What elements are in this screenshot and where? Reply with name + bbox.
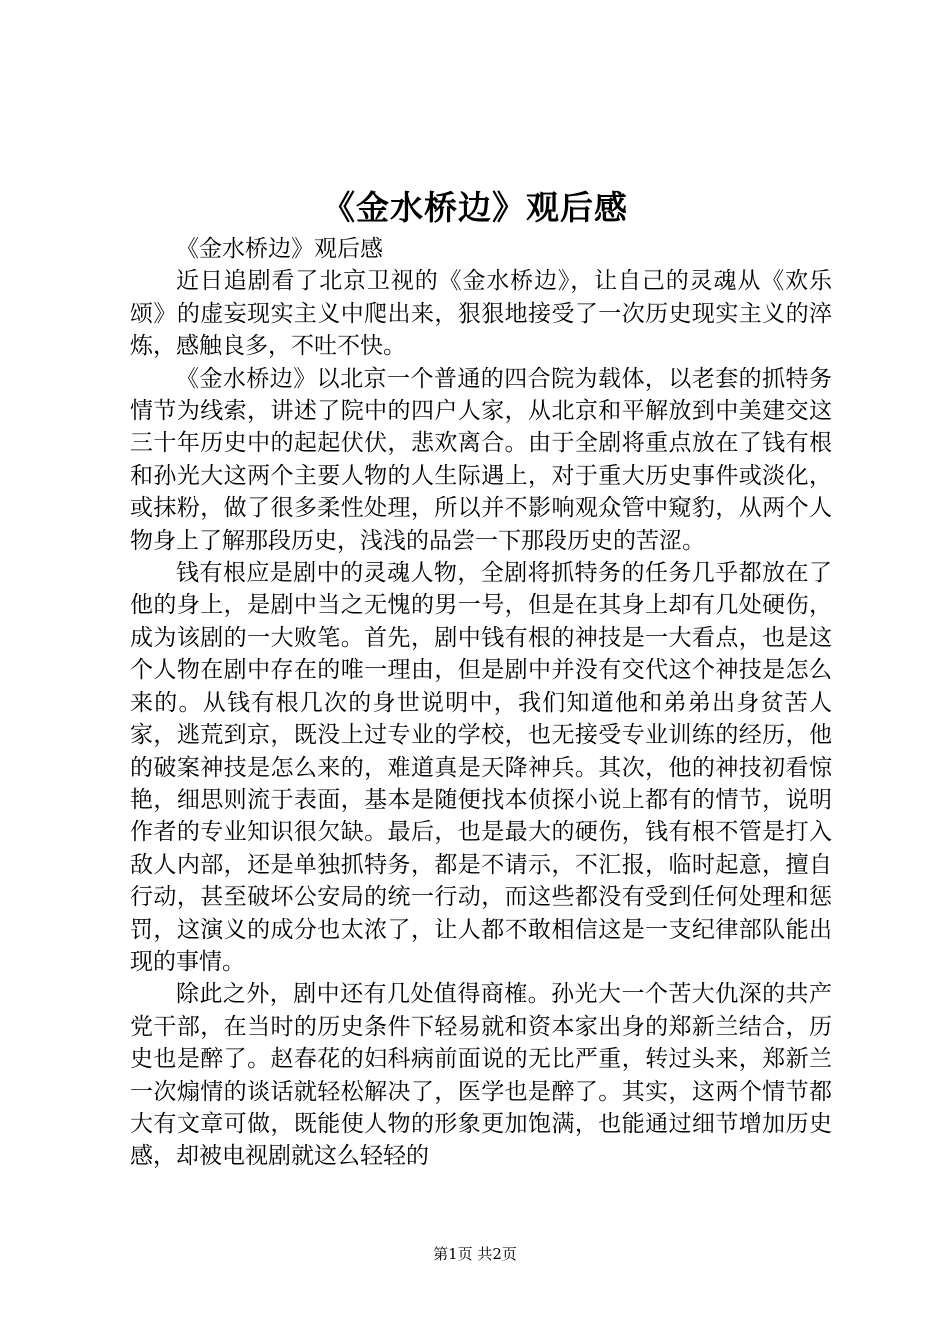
document-title: 《金水桥边》观后感: [322, 188, 628, 227]
paragraph-3: 钱有根应是剧中的灵魂人物，全剧将抓特务的任务几乎都放在了他的身上，是剧中当之无愧的男一号，但是在其身上却有几处硬伤，成为该剧的一大败笔。首先，剧中钱有根的神技是一大看点，也是这个人物在剧中存在的唯一理由，但是剧中并没有交代这个神技是怎么来的。从钱有根几次的身世说明中，我们知道他和弟弟出身贫苦人家，逃荒到京，既没上过专业的学校，也无接受专业训练的经历，他的破案神技是怎么来的，难道真是天降神兵。其次，他的神技初看惊艳，细思则流于表面，基本是随便找本侦探小说上都有的情节，说明作者的专业知识很欠缺。最后，也是最大的硬伤，钱有根不管是打入敌人内部，还是单独抓特务，都是不请示，不汇报，临时起意，擅自行动，甚至破坏公安局的统一行动，而这些都没有受到任何处理和惩罚，这演义的成分也太浓了，让人都不敢相信这是一支纪律部队能出现的事情。: [130, 560, 832, 975]
paragraph-1: 近日追剧看了北京卫视的《金水桥边》，让自己的灵魂从《欢乐颂》的虚妄现实主义中爬出来，狠狠地接受了一次历史现实主义的淬炼，感触良多，不吐不快。: [130, 268, 832, 360]
document-body: [130, 233, 832, 1173]
paragraph-2: 《金水桥边》以北京一个普通的四合院为载体，以老套的抓特务情节为线索，讲述了院中的四户人家，从北京和平解放到中美建交这三十年历史中的起起伏伏，悲欢离合。由于全剧将重点放在了钱有根和孙光大这两个主要人物的人生际遇上，对于重大历史事件或淡化，或抹粉，做了很多柔性处理，所以并不影响观众管中窥豹，从两个人物身上了解那段历史，浅浅的品尝一下那段历史的苦涩。: [130, 365, 832, 554]
page-number-footer: 第1页 共2页: [433, 1245, 517, 1263]
paragraph-subtitle: 《金水桥边》观后感: [176, 236, 383, 262]
paragraph-4: 除此之外，剧中还有几处值得商榷。孙光大一个苦大仇深的共产党干部，在当时的历史条件下轻易就和资本家出身的郑新兰结合，历史也是醉了。赵春花的妇科病前面说的无比严重，转过头来，郑新兰一次煽情的谈话就轻松解决了，医学也是醉了。其实，这两个情节都大有文章可做，既能使人物的形象更加饱满，也能通过细节增加历史感，却被电视剧就这么轻轻的: [130, 981, 832, 1170]
